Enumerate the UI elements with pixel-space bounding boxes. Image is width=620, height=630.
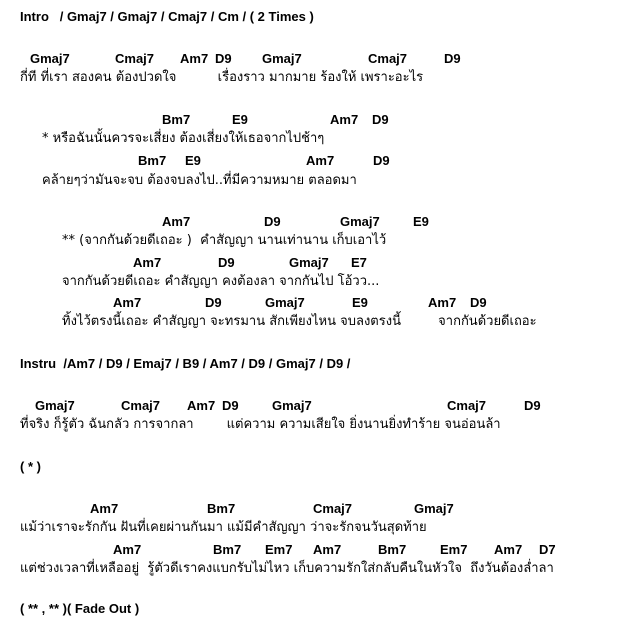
chord: Bm7 <box>213 542 242 557</box>
chord: Cmaj7 <box>447 398 487 413</box>
chord: D9 <box>470 295 487 310</box>
chord: Cmaj7 <box>313 501 353 516</box>
chord: Am7 <box>494 542 523 557</box>
chord: D7 <box>539 542 556 557</box>
chord: Cmaj7 <box>115 51 155 66</box>
chord: Am7 <box>133 255 162 270</box>
chord: Am7 <box>162 214 191 229</box>
chord: Em7 <box>440 542 468 557</box>
chord: Bm7 <box>378 542 407 557</box>
instru-line: Instru /Am7 / D9 / Emaj7 / B9 / Am7 / D9 / Gmaj7 / D9 / <box>20 356 351 371</box>
intro-line: Intro / Gmaj7 / Gmaj7 / Cmaj7 / Cm / ( 2 Times ) <box>20 9 314 24</box>
chord: D9 <box>215 51 232 66</box>
chord: Gmaj7 <box>262 51 302 66</box>
chord: Gmaj7 <box>272 398 312 413</box>
chord: Am7 <box>90 501 119 516</box>
chord: Am7 <box>187 398 216 413</box>
chord: Am7 <box>180 51 209 66</box>
chord: Gmaj7 <box>414 501 454 516</box>
chord: Am7 <box>313 542 342 557</box>
verse2-lyric: ที่จริง ก็รู้ตัว ฉันกลัว การจากลา แต่ความ ความเสียใจ ยิ่งนานยิ่งทำร้าย จนอ่อนล้า <box>20 417 501 432</box>
chord: D9 <box>444 51 461 66</box>
chord: D9 <box>372 112 389 127</box>
chord: Gmaj7 <box>265 295 305 310</box>
chord: D9 <box>524 398 541 413</box>
chord: Am7 <box>113 542 142 557</box>
chord: Bm7 <box>162 112 191 127</box>
chord: Gmaj7 <box>30 51 70 66</box>
chorus1-lyric-1: * หรือฉันนั้นควรจะเสี่ยง ต้องเสี่ยงให้เธอจากไปช้าๆ <box>42 131 325 146</box>
chord: Bm7 <box>207 501 236 516</box>
chord: D9 <box>264 214 281 229</box>
chord: E9 <box>413 214 429 229</box>
chorus2-lyric-2: จากกันด้วยดีเถอะ คำสัญญา คงต้องลา จากกันไป โอ้วว... <box>62 274 380 289</box>
chord: Gmaj7 <box>340 214 380 229</box>
chord: Bm7 <box>138 153 167 168</box>
chord: Cmaj7 <box>368 51 408 66</box>
chord: Gmaj7 <box>35 398 75 413</box>
chord: E9 <box>185 153 201 168</box>
chord: Gmaj7 <box>289 255 329 270</box>
chorus1-lyric-2: คล้ายๆว่ามันจะจบ ต้องจบลงไป..ที่มีความหมาย ตลอดมา <box>42 173 357 188</box>
repeat-star: ( * ) <box>20 459 41 474</box>
chord: Em7 <box>265 542 293 557</box>
chord: E9 <box>232 112 248 127</box>
chord: D9 <box>205 295 222 310</box>
chord: D9 <box>222 398 239 413</box>
bridge-lyric-1: แม้ว่าเราจะรักกัน ฝันที่เคยผ่านกันมา แม้มีคำสัญญา ว่าจะรักจนวันสุดท้าย <box>20 520 427 535</box>
chord: Am7 <box>428 295 457 310</box>
chord: E9 <box>352 295 368 310</box>
chord: Am7 <box>330 112 359 127</box>
chorus2-lyric-3: ทิ้งไว้ตรงนี้เถอะ คำสัญญา จะทรมาน สักเพียงไหน จบลงตรงนี้ จากกันด้วยดีเถอะ <box>62 314 537 329</box>
chord: E7 <box>351 255 367 270</box>
chord: D9 <box>218 255 235 270</box>
outro-line: ( ** , ** )( Fade Out ) <box>20 601 140 616</box>
chord: Cmaj7 <box>121 398 161 413</box>
chorus2-lyric-1: ** (จากกันด้วยดีเถอะ ) คำสัญญา นานเท่านาน เก็บเอาไว้ <box>62 233 387 248</box>
chord: Am7 <box>113 295 142 310</box>
bridge-lyric-2: แต่ช่วงเวลาที่เหลืออยู่ รู้ตัวดีเราคงแบกรับไม่ไหว เก็บความรักใส่กลับคืนในหัวใจ ถึงวันต้องล่ำลา <box>20 561 554 576</box>
chord: D9 <box>373 153 390 168</box>
verse1-lyric: กี่ที ที่เรา สองคน ต้องปวดใจ เรื่องราว มากมาย ร้องให้ เพราะอะไร <box>20 70 424 85</box>
chord: Am7 <box>306 153 335 168</box>
